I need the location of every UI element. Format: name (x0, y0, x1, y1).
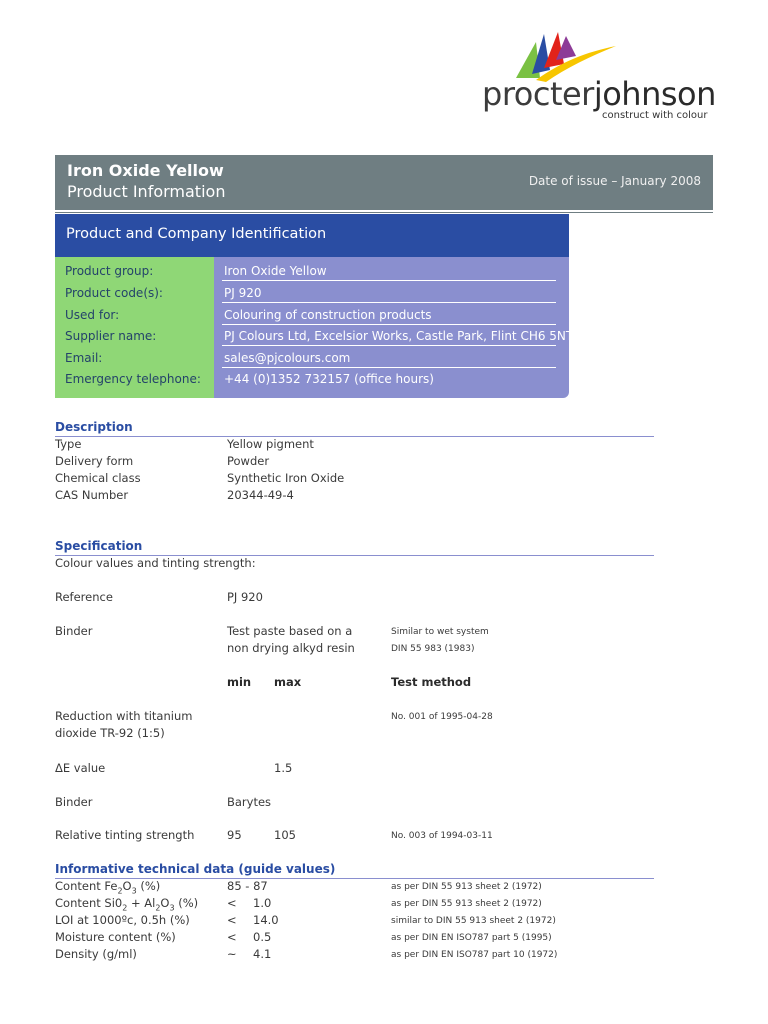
specification-intro: Colour values and tinting strength: (55, 556, 256, 570)
section-divider (55, 436, 654, 437)
identification-value: Colouring of construction products (224, 308, 432, 322)
technical-operator: < (227, 930, 237, 944)
reference-value: PJ 920 (227, 590, 263, 604)
binder-label: Binder (55, 624, 93, 638)
description-label: CAS Number (55, 488, 129, 502)
title-band (55, 155, 713, 210)
identification-label: Email: (65, 351, 103, 365)
binder2-value: Barytes (227, 795, 272, 809)
technical-value: 14.0 (253, 913, 279, 927)
identification-value-column (65, 257, 574, 398)
technical-method: as per DIN EN ISO787 part 5 (1995) (391, 933, 552, 943)
identification-value: PJ 920 (224, 286, 262, 300)
logo-word-johnson: johnson (593, 75, 716, 113)
technical-data-heading: Informative technical data (guide values) (55, 862, 336, 876)
technical-label: LOI at 1000ºc, 0.5h (%) (55, 913, 190, 927)
description-heading: Description (55, 420, 133, 434)
technical-value: 1.0 (253, 896, 272, 910)
technical-label: Density (g/ml) (55, 947, 137, 961)
binder-value-line2: non drying alkyd resin (227, 641, 355, 655)
identification-email[interactable]: sales@pjcolours.com (224, 351, 351, 365)
tinting-strength-test-method: No. 003 of 1994-03-11 (391, 831, 493, 841)
binder-note-line2: DIN 55 983 (1983) (391, 644, 475, 654)
description-value: Synthetic Iron Oxide (227, 471, 345, 485)
identification-heading-band (55, 214, 569, 257)
identification-label: Product code(s): (65, 286, 163, 300)
identification-label: Supplier name: (65, 329, 157, 343)
technical-method: as per DIN 55 913 sheet 2 (1972) (391, 899, 542, 909)
binder-note-line1: Similar to wet system (391, 627, 489, 637)
identification-row (65, 346, 569, 368)
column-header-min: min (227, 675, 252, 689)
technical-operator: 85 - 87 (227, 879, 268, 893)
description-label: Delivery form (55, 454, 134, 468)
column-header-max: max (274, 675, 302, 689)
description-value: 20344-49-4 (227, 488, 294, 502)
logo-tagline: construct with colour (602, 110, 708, 121)
description-label: Type (55, 437, 82, 451)
technical-value: 0.5 (253, 930, 272, 944)
identification-row (65, 281, 569, 303)
technical-operator: < (227, 896, 237, 910)
technical-label: Content $Si0_2 + Al_2O_3$ (%) (55, 896, 199, 913)
identification-row (65, 303, 569, 325)
title-divider (55, 212, 713, 213)
reduction-label-line1: Reduction with titanium (55, 709, 193, 723)
description-label: Chemical class (55, 471, 141, 485)
delta-e-label: ΔE value (55, 761, 106, 775)
tinting-strength-max: 105 (274, 828, 296, 842)
technical-value: 4.1 (253, 947, 272, 961)
technical-method: as per DIN EN ISO787 part 10 (1972) (391, 950, 558, 960)
identification-label: Emergency telephone: (65, 372, 201, 386)
reference-label: Reference (55, 590, 113, 604)
identification-row (65, 324, 574, 346)
technical-operator: < (227, 913, 237, 927)
document-subtitle: Product Information (67, 182, 226, 201)
identification-heading: Product and Company Identification (66, 226, 327, 242)
company-logo (480, 30, 720, 130)
reduction-test-method: No. 001 of 1995-04-28 (391, 712, 493, 722)
technical-operator: ~ (227, 947, 237, 961)
binder-value-line1: Test paste based on a (227, 624, 353, 638)
identification-row (65, 259, 569, 281)
identification-value: +44 (0)1352 732157 (office hours) (224, 372, 434, 386)
document-title: Iron Oxide Yellow (67, 161, 224, 180)
technical-method: similar to DIN 55 913 sheet 2 (1972) (391, 916, 556, 926)
tinting-strength-min: 95 (227, 828, 242, 842)
specification-heading: Specification (55, 539, 143, 553)
identification-value: Iron Oxide Yellow (224, 264, 327, 278)
identification-value: PJ Colours Ltd, Excelsior Works, Castle Park, Flint CH6 5NT (224, 329, 574, 343)
identification-label: Product group: (65, 264, 154, 278)
tinting-strength-label: Relative tinting strength (55, 828, 195, 842)
reduction-label-line2: dioxide TR-92 (1:5) (55, 726, 165, 740)
issue-date: Date of issue – January 2008 (528, 174, 701, 188)
technical-label: Content $Fe_2O_3$ (%) (55, 879, 161, 896)
technical-label: Moisture content (%) (55, 930, 176, 944)
description-value: Yellow pigment (227, 437, 314, 451)
delta-e-max: 1.5 (274, 761, 293, 775)
binder2-label: Binder (55, 795, 93, 809)
description-value: Powder (227, 454, 270, 468)
column-header-test-method: Test method (391, 675, 472, 689)
identification-label: Used for: (65, 308, 120, 322)
logo-wordmark (482, 75, 716, 113)
identification-row (65, 367, 569, 389)
logo-word-procter: procter (482, 75, 594, 113)
technical-method: as per DIN 55 913 sheet 2 (1972) (391, 882, 542, 892)
